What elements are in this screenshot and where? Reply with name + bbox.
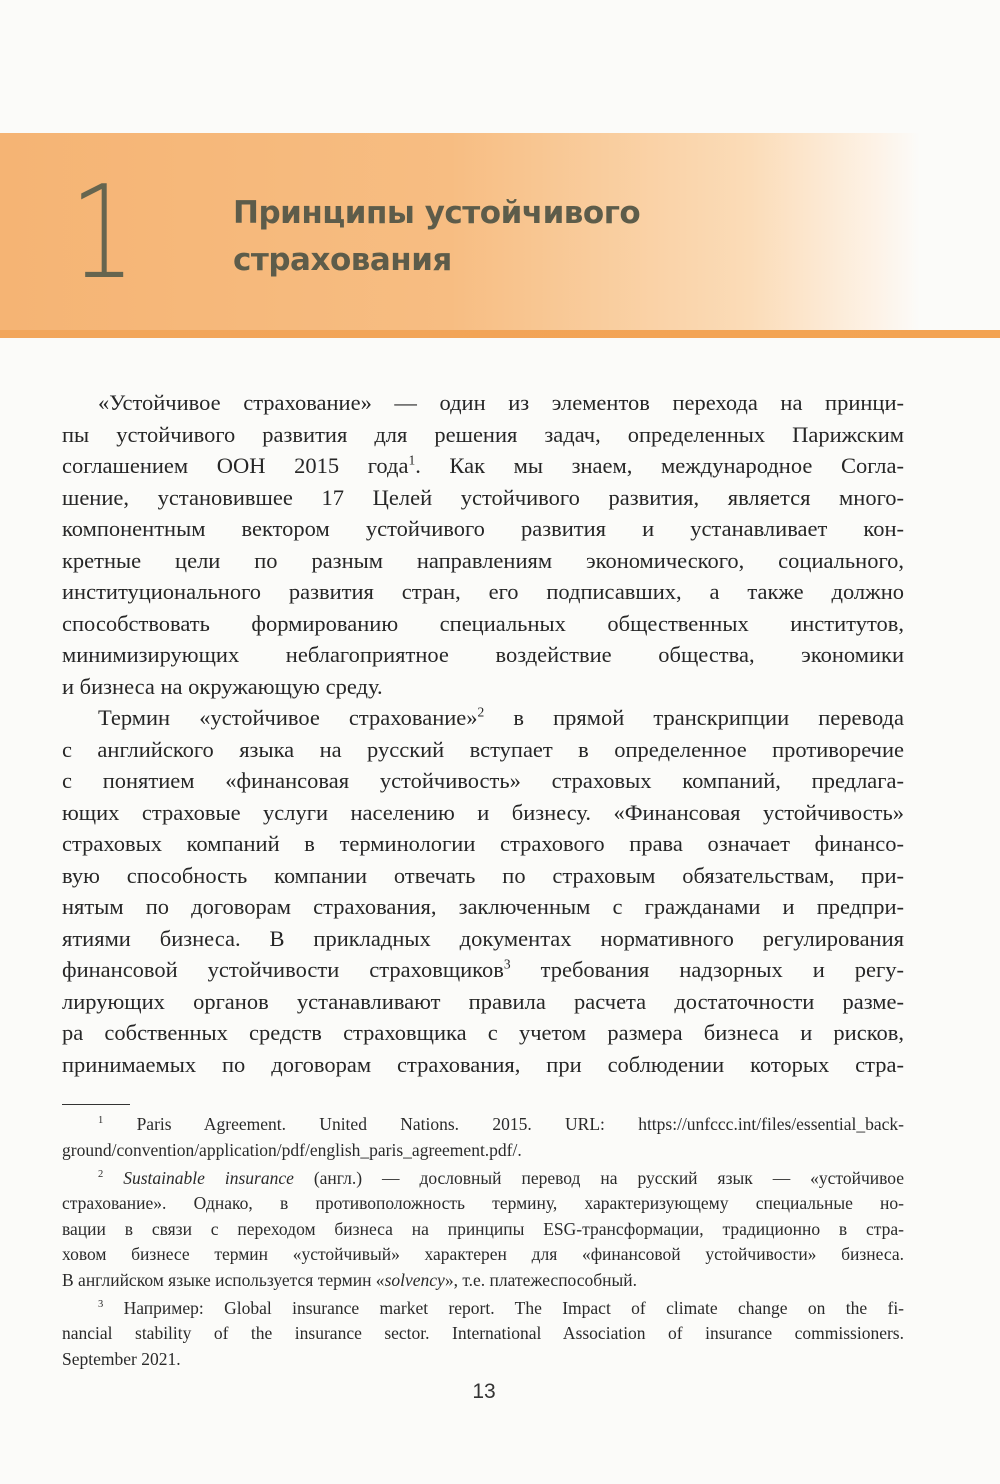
footnote-separator <box>62 1104 130 1105</box>
banner-underline <box>0 330 1000 338</box>
footnote-text: Например: Global insurance market report. The Impact of climate change on the fi- <box>123 1297 905 1318</box>
text-fragment: финансовой устойчивости страховщиков <box>62 957 504 982</box>
paragraph <box>62 702 904 1080</box>
footnote-2 <box>62 1166 904 1294</box>
footnote-mark: 1 <box>98 1115 104 1127</box>
text-line: с английского языка на русский вступает в определенное противоречие <box>62 736 904 762</box>
text-line: институционального развития стран, его подписавших, а также должно <box>62 579 904 604</box>
footnote-text: ground/convention/application/pdf/english_paris_agreement.pdf/. <box>62 1139 522 1160</box>
footnote-term: Sustainable insurance <box>123 1167 294 1188</box>
text-line: и бизнеса на окружающую среду. <box>62 673 383 699</box>
text-fragment: требования надзорных и регу- <box>510 957 905 982</box>
text-fragment: в прямой транскрипции перевода <box>484 705 904 730</box>
footnote-text: nancial stability of the insurance sector. International Association of insurance commissioners. <box>62 1323 904 1343</box>
footnote-text: ховом бизнесе термин «устойчивый» характерен для «финансовой устойчивости» бизнеса. <box>62 1244 904 1264</box>
text-line: компонентным вектором устойчивого развития и устанавливает кон- <box>62 516 904 541</box>
footnote-reference[interactable]: 1 <box>408 452 416 468</box>
text-fragment: Термин «устойчивое страхование» <box>98 705 478 730</box>
text-line: нятым по договорам страхования, заключенным с гражданами и предпри- <box>62 894 904 919</box>
page-number: 13 <box>472 1380 496 1403</box>
text-line: с понятием «финансовая устойчивость» страховых компаний, предлага- <box>62 768 904 793</box>
footnote-text: вации в связи с переходом бизнеса на принципы ESG-трансформации, традиционно в стра- <box>62 1218 904 1239</box>
text-line: «Устойчивое страхование» — один из элементов перехода на принци- <box>98 390 904 415</box>
text-fragment: соглашением ООН 2015 года <box>62 453 409 478</box>
chapter-title-line: страхования <box>233 242 452 278</box>
text-line: ющих страховые услуги населению и бизнесу. «Финансовая устойчивость» <box>62 799 904 825</box>
text-line <box>62 702 904 734</box>
page-number-container <box>0 1380 1000 1404</box>
text-line: шение, установившее 17 Целей устойчивого развития, является много- <box>62 484 904 510</box>
footnote-term: solvency <box>384 1269 445 1290</box>
text-line: принимаемых по договорам страхования, при соблюдении которых стра- <box>62 1051 904 1077</box>
text-line <box>62 954 904 986</box>
footnote-reference[interactable]: 2 <box>477 704 485 720</box>
footnote-text: September 2021. <box>62 1348 181 1369</box>
text-line: вую способность компании отвечать по страховым обязательствам, при- <box>62 862 904 888</box>
footnote-1 <box>62 1112 904 1163</box>
footnote-text: Paris Agreement. United Nations. 2015. URL: https://unfccc.int/files/essential_back- <box>136 1114 905 1134</box>
footnote-mark: 3 <box>98 1298 104 1310</box>
chapter-title-line: Принципы устойчивого <box>233 195 641 231</box>
footnote-mark: 2 <box>98 1168 104 1180</box>
footnote-text: », т.е. платежеспособный. <box>444 1269 638 1290</box>
text-line: пы устойчивого развития для решения задач, определенных Парижским <box>62 421 904 447</box>
text-line: страховых компаний в терминологии страхового права означает финансо- <box>62 831 904 856</box>
text-line: ятиями бизнеса. В прикладных документах нормативного регулирования <box>62 925 904 951</box>
text-line <box>62 450 904 482</box>
footnotes <box>62 1112 904 1375</box>
paragraph <box>62 387 904 702</box>
text-line: лирующих органов устанавливают правила расчета достаточности разме- <box>62 988 904 1014</box>
text-line: кретные цели по разным направлениям экономического, социального, <box>62 547 904 573</box>
body-text <box>62 387 904 1080</box>
text-line: ра собственных средств страховщика с учетом размера бизнеса и рисков, <box>62 1020 904 1045</box>
footnote-reference[interactable]: 3 <box>503 956 511 972</box>
text-line: минимизирующих неблагоприятное воздействие общества, экономики <box>62 642 904 667</box>
chapter-number: 1 <box>70 159 136 308</box>
footnote-text: В английском языке используется термин « <box>62 1269 385 1290</box>
footnote-text: страхование». Однако, в противоположность термину, характеризующему специальные но- <box>62 1193 904 1213</box>
footnote-text: (англ.) — дословный перевод на русский язык — «устойчивое <box>293 1167 905 1188</box>
text-fragment: . Как мы знаем, международное Согла- <box>415 453 904 478</box>
text-line: способствовать формированию специальных общественных институтов, <box>62 610 904 636</box>
chapter-title <box>233 190 640 284</box>
footnote-3 <box>62 1296 904 1373</box>
